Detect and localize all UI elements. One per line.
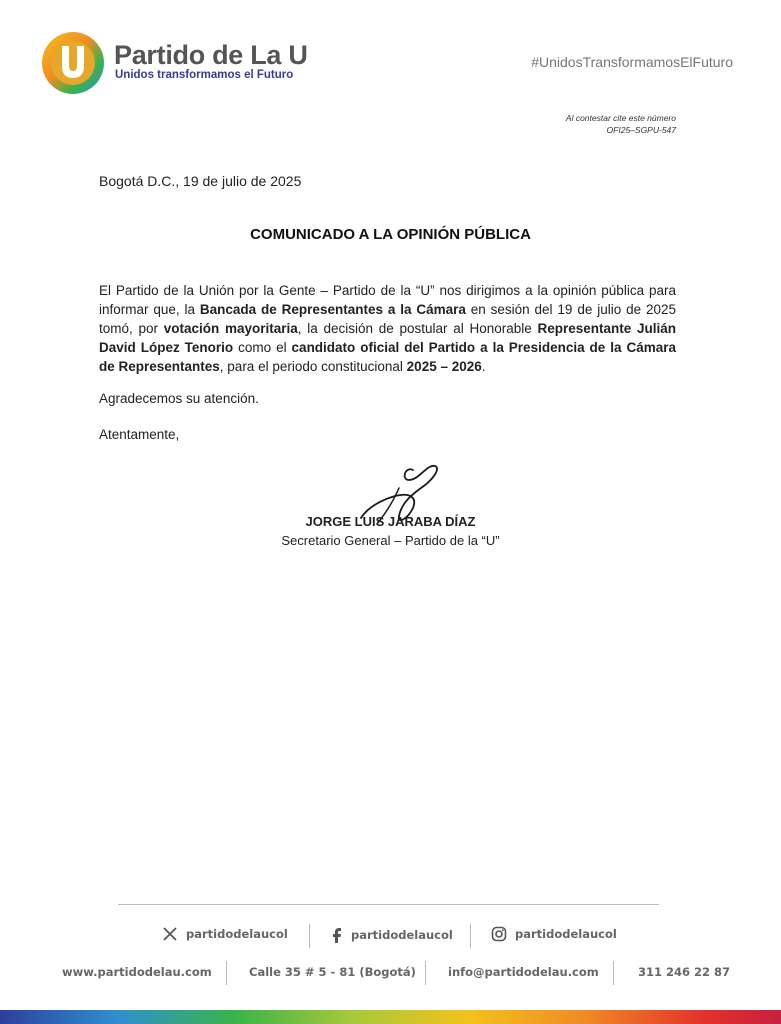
footer-website[interactable]: www.partidodelau.com xyxy=(62,965,212,979)
body-bold-text: Bancada de Representantes a la Cámara xyxy=(199,302,466,317)
brand-name: Partido de La U xyxy=(114,40,308,70)
reference-number xyxy=(566,112,676,136)
body-text: , para el periodo constitucional xyxy=(219,359,407,374)
body-bold-text: votación mayoritaria xyxy=(163,321,298,336)
letter-date: Bogotá D.C., 19 de julio de 2025 xyxy=(99,173,302,189)
footer-separator xyxy=(470,924,471,948)
facebook-icon xyxy=(331,926,343,944)
facebook-handle: partidodelaucol xyxy=(351,928,453,942)
body-text: . xyxy=(481,359,486,374)
body-text: como el xyxy=(233,340,292,355)
body-text: El Partido de la Unión por la Gente – Partido de la “U” nos dirigimos a la opinión pública para informar que, la xyxy=(99,283,676,317)
signer-name: JORGE LUIS JARABA DÍAZ xyxy=(305,514,476,529)
body-bold-text: Representante Julián David López Tenorio xyxy=(99,321,677,355)
letter-closing: Atentamente, xyxy=(99,427,180,442)
footer-divider xyxy=(118,904,659,905)
reference-label: Al contestar cite este número xyxy=(565,113,676,123)
letter-title: COMUNICADO A LA OPINIÓN PÚBLICA xyxy=(250,226,531,243)
footer-phone: 311 246 22 87 xyxy=(638,965,731,979)
instagram-icon xyxy=(491,926,507,942)
footer-address: Calle 35 # 5 - 81 (Bogotá) xyxy=(249,965,416,979)
x-logo-icon xyxy=(162,926,178,942)
footer-email[interactable]: info@partidodelau.com xyxy=(448,965,599,979)
reference-code: OFI25–SGPU-547 xyxy=(606,125,676,135)
footer-separator xyxy=(613,961,614,985)
letter-body xyxy=(99,281,676,376)
body-text: , la decisión de postular al Honorable xyxy=(297,321,538,336)
x-handle: partidodelaucol xyxy=(186,927,288,941)
footer-x-link[interactable] xyxy=(162,926,288,942)
body-text: en sesión del 19 de julio de 2025 tomó, por xyxy=(99,302,677,336)
hashtag: #UnidosTransformamosElFuturo xyxy=(531,54,733,70)
instagram-handle: partidodelaucol xyxy=(515,927,617,941)
party-logo-icon xyxy=(40,30,106,96)
footer-separator xyxy=(425,961,426,985)
rainbow-stripe xyxy=(0,1010,781,1024)
footer-facebook-link[interactable] xyxy=(331,926,453,944)
footer-instagram-link[interactable] xyxy=(491,926,617,942)
body-bold-text: 2025 – 2026 xyxy=(406,359,482,374)
footer-separator xyxy=(226,961,227,985)
letter-thanks: Agradecemos su atención. xyxy=(99,391,259,406)
footer-separator xyxy=(309,924,310,948)
brand-tagline: Unidos transformamos el Futuro xyxy=(115,69,294,81)
body-bold-text: candidato oficial del Partido a la Presidencia de la Cámara de Representantes xyxy=(99,340,676,374)
signer-role: Secretario General – Partido de la “U” xyxy=(281,533,500,548)
